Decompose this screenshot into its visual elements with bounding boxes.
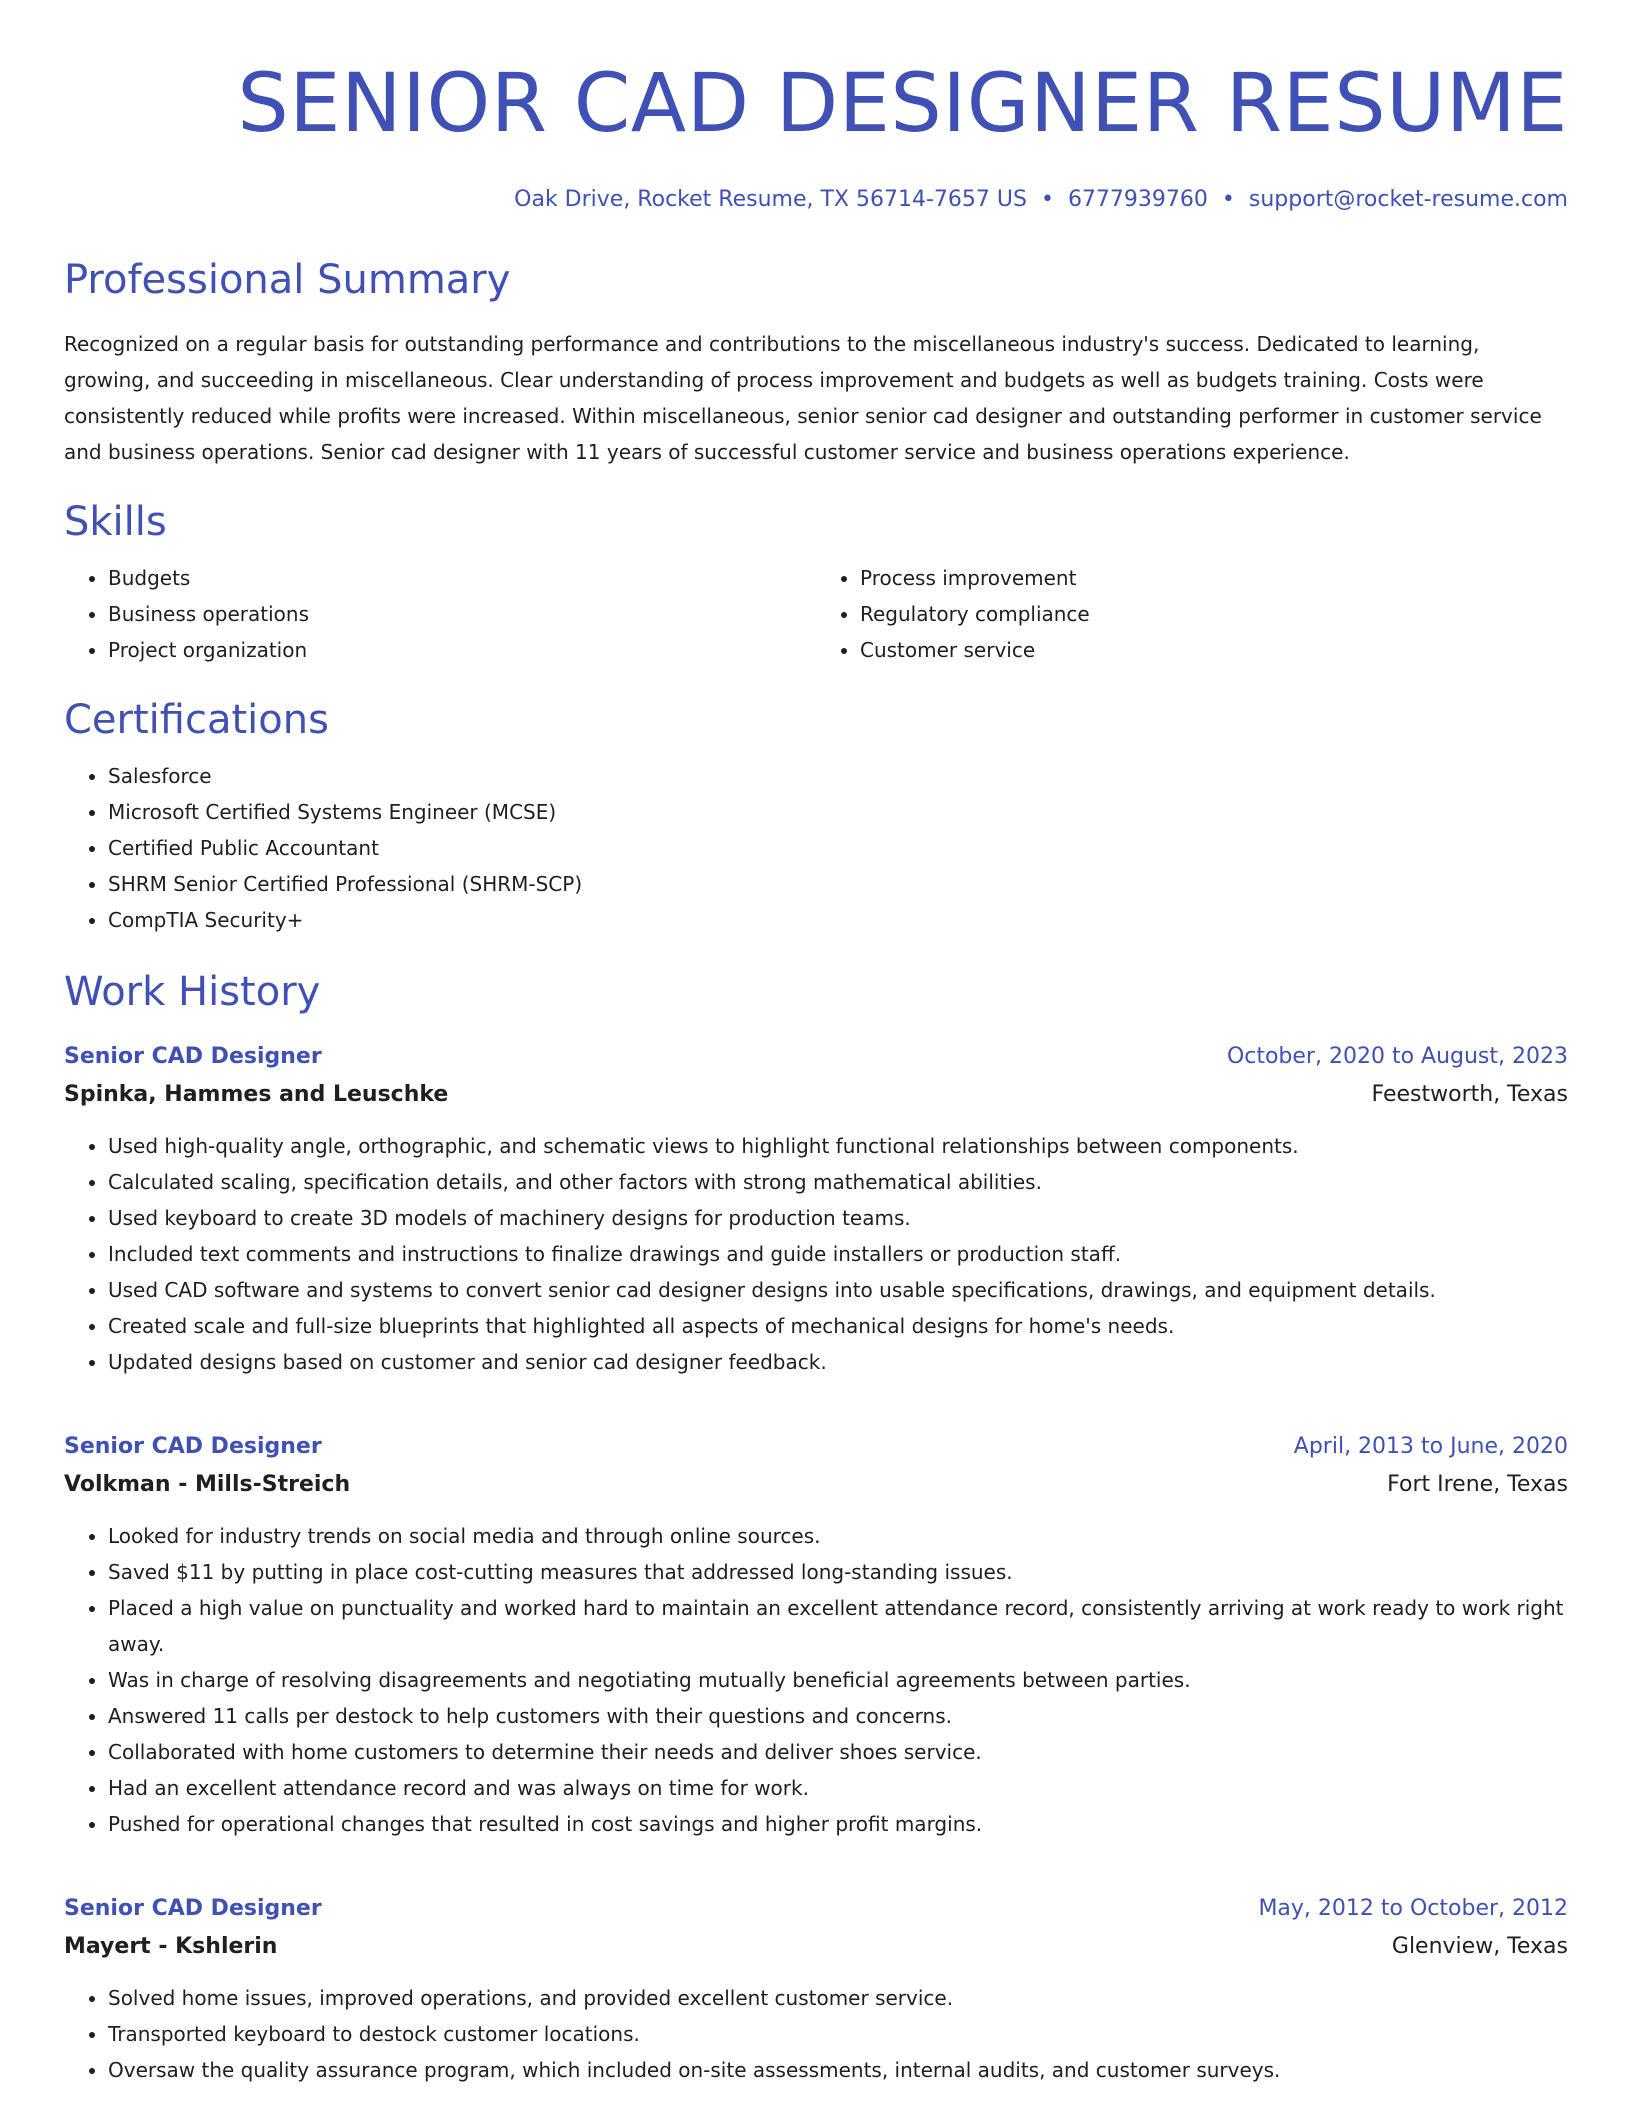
job-location: Feestworth, Texas — [1371, 1082, 1568, 1107]
job-title: Senior CAD Designer — [64, 1044, 322, 1069]
job-bullet: • Calculated scaling, specification details, and other factors with strong mathematical abilities. — [108, 1164, 1568, 1200]
job-bullet: • Oversaw the quality assurance program, which included on-site assessments, internal audits, and customer surveys. — [108, 2052, 1568, 2088]
work-history-heading: Work History — [64, 969, 321, 1015]
job-bullet: • Transported keyboard to destock customer locations. — [108, 2016, 1568, 2052]
job-title: Senior CAD Designer — [64, 1896, 322, 1921]
job-company-row — [64, 1466, 1568, 1504]
job-location: Glenview, Texas — [1391, 1934, 1568, 1959]
skill-item: • Budgets — [108, 560, 816, 596]
skills-list-left — [64, 560, 816, 668]
job-company-row — [64, 1076, 1568, 1114]
contact-email: support@rocket-resume.com — [1248, 187, 1568, 212]
skill-item: • Regulatory compliance — [860, 596, 1568, 632]
job-header-row — [64, 1890, 1568, 1928]
skills-grid — [64, 560, 1568, 668]
skills-heading: Skills — [64, 499, 167, 545]
job-bullet: • Was in charge of resolving disagreements and negotiating mutually beneficial agreements between parties. — [108, 1662, 1568, 1698]
job-bullet: • Collaborated with home customers to determine their needs and deliver shoes service. — [108, 1734, 1568, 1770]
certification-item: • Certified Public Accountant — [108, 830, 1568, 866]
contact-line — [64, 184, 1568, 216]
job-bullet: • Looked for industry trends on social media and through online sources. — [108, 1518, 1568, 1554]
certification-item: • Microsoft Certified Systems Engineer (MCSE) — [108, 794, 1568, 830]
resume-title: SENIOR CAD DESIGNER RESUME — [237, 57, 1568, 151]
contact-separator: • — [1040, 187, 1054, 212]
job-bullet: • Updated designs based on customer and senior cad designer feedback. — [108, 1344, 1568, 1380]
contact-separator: • — [1221, 187, 1235, 212]
job-bullet: • Created scale and full-size blueprints that highlighted all aspects of mechanical designs for home's needs. — [108, 1308, 1568, 1344]
skill-item: • Business operations — [108, 596, 816, 632]
job-header-row — [64, 1038, 1568, 1076]
job-bullet: • Solved home issues, improved operations, and provided excellent customer service. — [108, 1980, 1568, 2016]
certification-item: • SHRM Senior Certified Professional (SHRM-SCP) — [108, 866, 1568, 902]
skill-item: • Project organization — [108, 632, 816, 668]
job-dates: April, 2013 to June, 2020 — [1293, 1434, 1568, 1459]
job-entry — [64, 1038, 1568, 1380]
job-entry — [64, 1890, 1568, 2088]
certification-item: • CompTIA Security+ — [108, 902, 1568, 938]
certifications-list — [64, 758, 1568, 938]
job-bullets — [64, 1980, 1568, 2088]
job-company: Spinka, Hammes and Leuschke — [64, 1082, 449, 1107]
summary-heading: Professional Summary — [64, 257, 511, 303]
job-dates: May, 2012 to October, 2012 — [1258, 1896, 1568, 1921]
job-company: Volkman - Mills-Streich — [64, 1472, 351, 1497]
skill-item: • Process improvement — [860, 560, 1568, 596]
job-bullet: • Used keyboard to create 3D models of machinery designs for production teams. — [108, 1200, 1568, 1236]
job-bullet: • Included text comments and instructions to finalize drawings and guide installers or production staff. — [108, 1236, 1568, 1272]
job-entry — [64, 1428, 1568, 1842]
contact-address: Oak Drive, Rocket Resume, TX 56714-7657 US — [514, 187, 1027, 212]
job-bullet: • Pushed for operational changes that resulted in cost savings and higher profit margins. — [108, 1806, 1568, 1842]
job-bullet: • Placed a high value on punctuality and worked hard to maintain an excellent attendance record, consistently arriving at work ready to work right away. — [108, 1590, 1568, 1662]
contact-phone: 6777939760 — [1067, 187, 1208, 212]
job-bullets — [64, 1128, 1568, 1380]
job-bullet: • Used high-quality angle, orthographic, and schematic views to highlight functional relationships between components. — [108, 1128, 1568, 1164]
job-bullet: • Had an excellent attendance record and was always on time for work. — [108, 1770, 1568, 1806]
job-company-row — [64, 1928, 1568, 1966]
certification-item: • Salesforce — [108, 758, 1568, 794]
summary-text: Recognized on a regular basis for outstanding performance and contributions to the miscellaneous industry's success. Dedicated to learning, growing, and succeeding in miscellaneous. Clear understanding of process improvement and budgets as well as budgets training. Costs were consistently reduced while profits were increased. Within miscellaneous, senior senior cad designer and outstanding performer in customer service and business operations. Senior cad designer with 11 years of successful customer service and business operations experience. — [64, 332, 1542, 464]
job-bullets — [64, 1518, 1568, 1842]
job-company: Mayert - Kshlerin — [64, 1934, 278, 1959]
certifications-heading: Certifications — [64, 697, 329, 743]
job-bullet: • Answered 11 calls per destock to help customers with their questions and concerns. — [108, 1698, 1568, 1734]
job-bullet: • Saved $11 by putting in place cost-cutting measures that addressed long-standing issues. — [108, 1554, 1568, 1590]
job-dates: October, 2020 to August, 2023 — [1226, 1044, 1568, 1069]
skill-item: • Customer service — [860, 632, 1568, 668]
job-bullet: • Used CAD software and systems to convert senior cad designer designs into usable specifications, drawings, and equipment details. — [108, 1272, 1568, 1308]
job-location: Fort Irene, Texas — [1387, 1472, 1568, 1497]
job-header-row — [64, 1428, 1568, 1466]
job-title: Senior CAD Designer — [64, 1434, 322, 1459]
skills-list-right — [816, 560, 1568, 668]
